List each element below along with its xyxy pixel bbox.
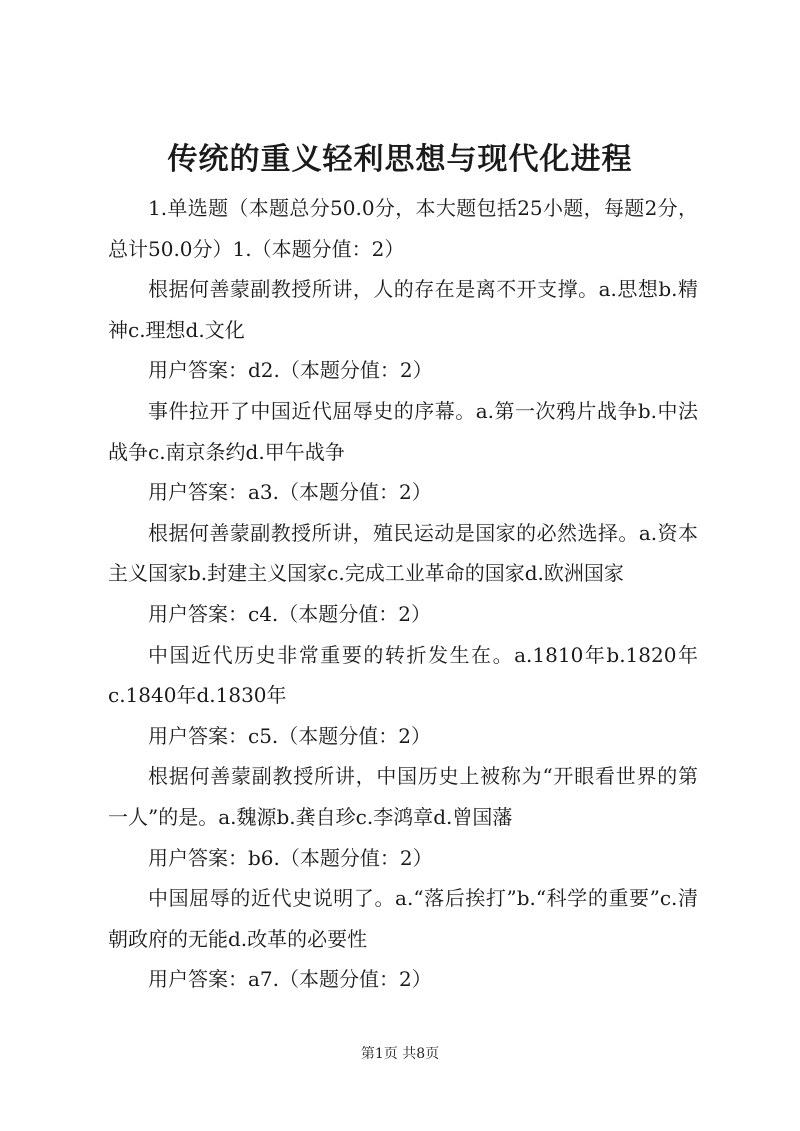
answer-paragraph: 用户答案：a7.（本题分值：2）: [148, 967, 432, 992]
question-header-paragraph: 1.单选题（本题总分50.0分，本大题包括25小题，每题2分，总计50.0分）1.（本题分值：2）: [108, 196, 698, 261]
question-paragraph: 根据何善蒙副教授所讲，殖民运动是国家的必然选择。a.资本主义国家b.封建主义国家c.完成工业革命的国家d.欧洲国家: [108, 520, 698, 586]
document-body: [108, 188, 698, 1000]
question-paragraph: 事件拉开了中国近代屈辱史的序幕。a.第一次鸦片战争b.中法战争c.南京条约d.甲午战争: [108, 398, 698, 464]
answer-paragraph: 用户答案：d2.（本题分值：2）: [148, 358, 433, 383]
answer-paragraph: 用户答案：c5.（本题分值：2）: [148, 723, 432, 748]
question-paragraph: 根据何善蒙副教授所讲，中国历史上被称为“开眼看世界的第一人”的是。a.魏源b.龚自珍c.李鸿章d.曾国藩: [108, 764, 698, 829]
question-paragraph: 中国屈辱的近代史说明了。a.“落后挨打”b.“科学的重要”c.清朝政府的无能d.改革的必要性: [108, 886, 698, 951]
answer-paragraph: 用户答案：c4.（本题分值：2）: [148, 601, 432, 626]
answer-paragraph: 用户答案：a3.（本题分值：2）: [148, 480, 432, 505]
question-paragraph: 中国近代历史非常重要的转折发生在。a.1810年b.1820年c.1840年d.1830年: [108, 642, 698, 708]
question-paragraph: 根据何善蒙副教授所讲，人的存在是离不开支撑。a.思想b.精神c.理想d.文化: [108, 277, 698, 342]
page-number-footer: 第1页 共8页: [360, 1046, 440, 1062]
answer-paragraph: 用户答案：b6.（本题分值：2）: [148, 845, 433, 870]
document-title: 传统的重义轻利思想与现代化进程: [167, 142, 633, 177]
